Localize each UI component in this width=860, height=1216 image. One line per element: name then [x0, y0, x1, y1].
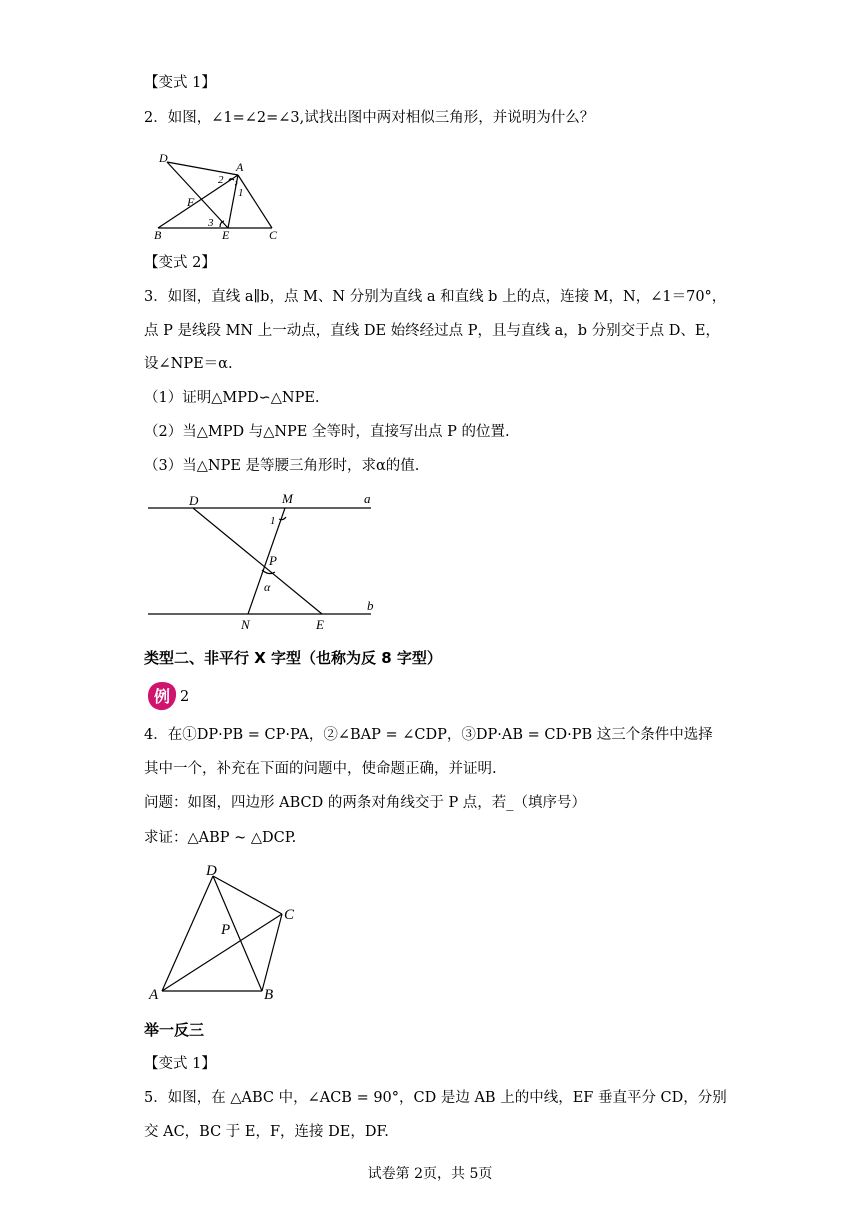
- question-3-line-2: 点 P 是线段 MN 上一动点，直线 DE 始终经过点 P，且与直线 a，b 分别交于点 D、E，: [144, 323, 720, 339]
- example-number: 2: [180, 689, 190, 705]
- question-4-line-3: 问题：如图，四边形 ABCD 的两条对角线交于 P 点，若_（填序号）: [144, 795, 587, 811]
- fig1-label-f: F: [187, 195, 195, 209]
- question-3-line-1: 3．如图，直线 a∥b，点 M、N 分别为直线 a 和直线 b 上的点，连接 M，N，∠1＝70°，: [144, 289, 727, 305]
- fig1-label-e: E: [222, 228, 230, 242]
- question-2: 2．如图，∠1=∠2=∠3,试找出图中两对相似三角形，并说明为什么？: [144, 110, 595, 126]
- question-4-line-2: 其中一个，补充在下面的问题中，使命题正确，并证明.: [144, 761, 497, 777]
- question-5-line-1: 5．如图，在 △ABC 中，∠ACB = 90°，CD 是边 AB 上的中线，EF 垂直平分 CD，分别: [144, 1090, 727, 1106]
- fig2-label-p: P: [269, 553, 277, 568]
- question-3-part-2: （2）当△MPD 与△NPE 全等时，直接写出点 P 的位置.: [144, 424, 510, 440]
- question-4-line-1: 4．在①DP·PB = CP·PA，②∠BAP = ∠CDP，③DP·AB = CD·PB 这三个条件中选择: [144, 727, 713, 743]
- fig3-label-a: A: [149, 987, 159, 1003]
- figure-parallel-lines: [145, 488, 385, 633]
- fig3-label-p: P: [221, 922, 231, 938]
- example-badge-text: 例: [154, 687, 171, 706]
- question-5-line-2: 交 AC，BC 于 E，F，连接 DE，DF.: [144, 1124, 389, 1140]
- figure-quadrilateral: [145, 858, 305, 1003]
- fig2-label-a: a: [364, 491, 371, 506]
- question-3-part-1: （1）证明△MPD∽△NPE.: [144, 390, 320, 406]
- fig1-label-a: A: [236, 160, 244, 174]
- variant-1-header: 【变式 1】: [144, 75, 216, 91]
- fig2-label-e: E: [316, 617, 324, 632]
- question-3-part-3: （3）当△NPE 是等腰三角形时，求α的值.: [144, 458, 420, 474]
- example-badge-icon: [146, 680, 178, 712]
- fig1-label-2: 2: [218, 174, 224, 186]
- fig1-label-c: C: [269, 228, 278, 242]
- fig3-label-d: D: [206, 863, 217, 879]
- figure-similar-triangles: [150, 150, 285, 242]
- fig2-label-b: b: [367, 598, 374, 613]
- variant-1b-header: 【变式 1】: [144, 1056, 216, 1072]
- fig2-label-n: N: [241, 617, 250, 632]
- fig1-label-d: D: [159, 151, 168, 165]
- fig1-label-b: B: [154, 228, 162, 242]
- question-4-line-4: 求证：△ABP ~ △DCP.: [144, 830, 297, 846]
- page-footer: 试卷第 2页，共 5页: [367, 1166, 493, 1182]
- fig3-label-c: C: [284, 907, 295, 923]
- fig1-label-3: 3: [208, 217, 214, 229]
- fig2-label-1: 1: [270, 515, 276, 527]
- fig1-label-1: 1: [238, 187, 244, 199]
- practice-section-title: 举一反三: [144, 1021, 205, 1039]
- fig2-label-m: M: [282, 491, 293, 506]
- fig2-label-alpha: α: [264, 580, 271, 594]
- fig2-label-d: D: [189, 493, 199, 508]
- variant-2-header: 【变式 2】: [144, 255, 216, 271]
- fig3-label-b: B: [264, 987, 274, 1003]
- question-3-line-3: 设∠NPE＝α.: [144, 356, 233, 372]
- section-type-2-title: 类型二、非平行 X 字型（也称为反 8 字型）: [144, 649, 442, 667]
